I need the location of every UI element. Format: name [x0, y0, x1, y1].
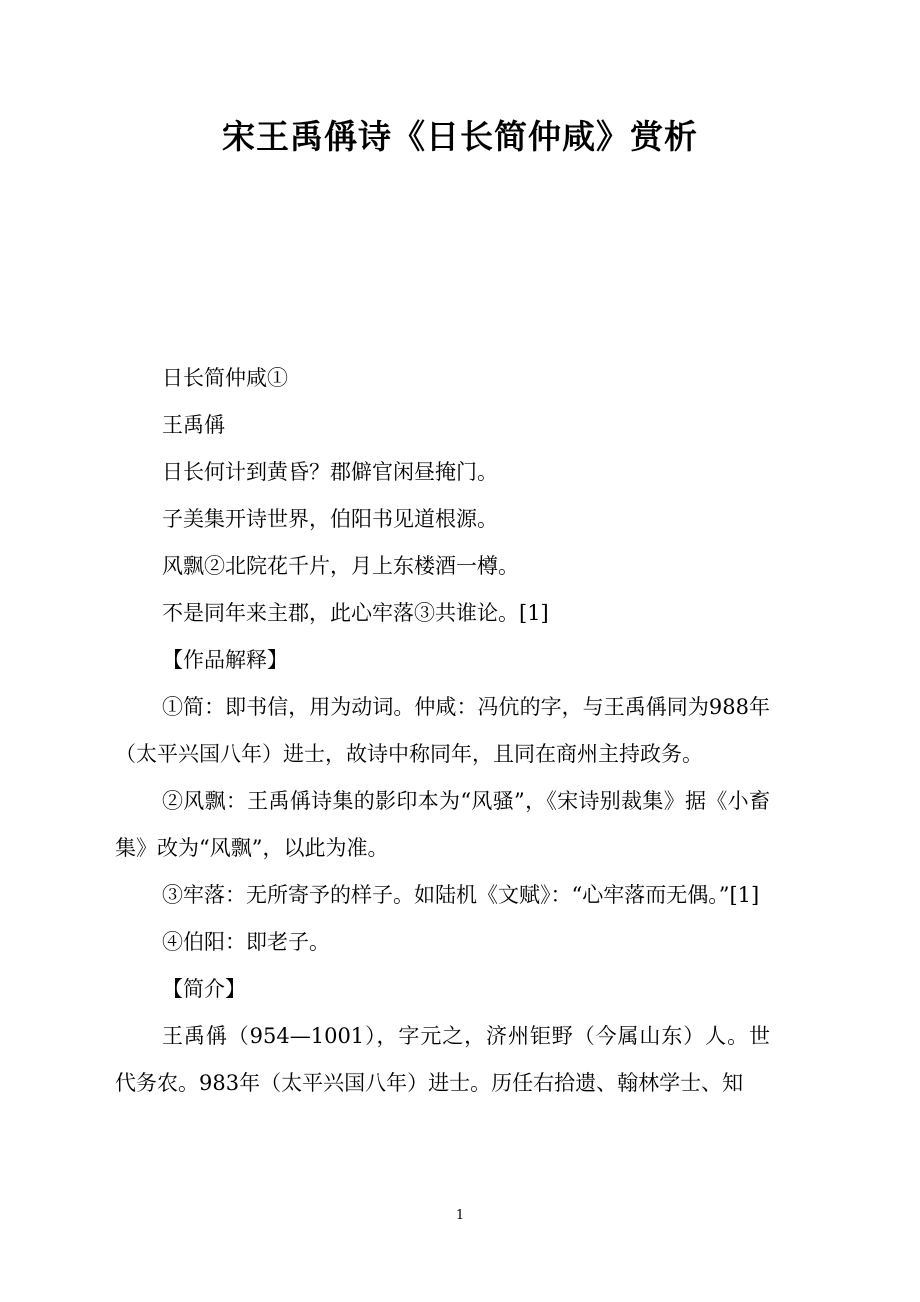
note-item: ④伯阳：即老子。: [162, 930, 330, 954]
document-body: [115, 355, 770, 1107]
document-title: 宋王禹偁诗《日长简仲咸》赏析: [222, 117, 698, 156]
page-number: 1: [455, 1208, 465, 1223]
note-item: ①简：即书信，用为动词。仲咸：冯伉的字，与王禹偁同为988年（太平兴国八年）进士，故诗中称同年，且同在商州主持政务。: [115, 695, 770, 766]
intro-paragraph: 王禹偁（954—1001），字元之，济州钜野（今属山东）人。世代务农。983年（太平兴国八年）进士。历任右拾遗、翰林学士、知: [115, 1024, 770, 1095]
poem-line: 风飘②北院花千片，月上东楼酒一樽。: [162, 554, 519, 578]
poem-line: 不是同年来主郡，此心牢落③共谁论。[1]: [162, 601, 549, 625]
note-item: ③牢落：无所寄予的样子。如陆机《文赋》：“心牢落而无偶。”[1]: [162, 883, 760, 907]
notes-heading: 【作品解释】: [162, 648, 288, 672]
poem-line: 子美集开诗世界，伯阳书见道根源。: [162, 507, 498, 531]
poem-author: 王禹偁: [162, 413, 225, 437]
note-item: ②风飘：王禹偁诗集的影印本为“风骚”，《宋诗别裁集》据《小畜集》改为“风飘”，以此为准。: [115, 789, 770, 860]
poem-heading: 日长简仲咸①: [162, 366, 288, 390]
intro-heading: 【简介】: [162, 977, 246, 1001]
poem-line: 日长何计到黄昏？郡僻官闲昼掩门。: [162, 460, 498, 484]
